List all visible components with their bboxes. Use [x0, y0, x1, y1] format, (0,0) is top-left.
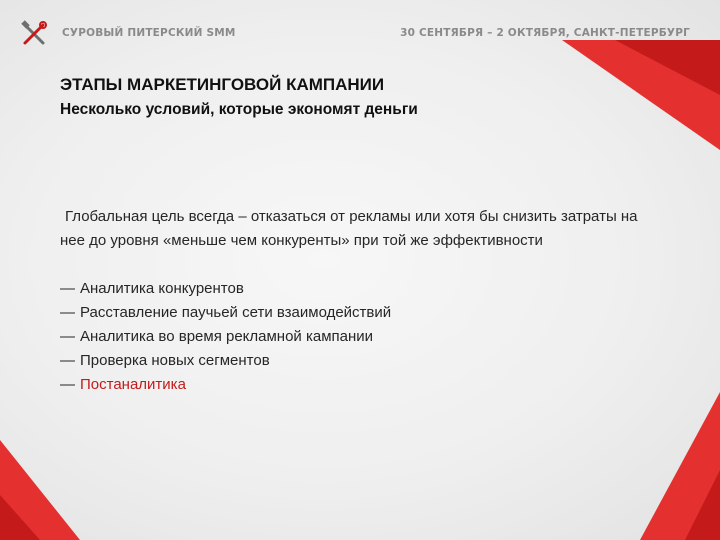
list-dash: —	[60, 376, 75, 393]
stages-list	[60, 277, 640, 397]
list-item	[60, 277, 640, 301]
list-item	[60, 301, 640, 325]
list-item	[60, 373, 640, 397]
list-dash: —	[60, 280, 75, 297]
list-dash: —	[60, 304, 75, 321]
list-dash: —	[60, 328, 75, 345]
brand-name: СУРОВЫЙ ПИТЕРСКИЙ SMM	[62, 27, 236, 39]
list-item-text: Расставление паучьей сети взаимодействий	[80, 304, 392, 321]
list-item	[60, 349, 640, 373]
list-dash: —	[60, 352, 75, 369]
slide-body	[60, 205, 640, 397]
page-subtitle: Несколько условий, которые экономят деньги	[60, 101, 418, 118]
list-item	[60, 325, 640, 349]
crossed-tools-icon	[20, 20, 48, 48]
list-item-text: Проверка новых сегментов	[80, 352, 270, 369]
list-item-text-highlight: Постаналитика	[80, 376, 186, 393]
goal-paragraph: Глобальная цель всегда – отказаться от рекламы или хотя бы снизить затраты на нее до уровня «меньше чем конкуренты» при той же эффективности	[60, 208, 638, 249]
list-item-text: Аналитика конкурентов	[80, 280, 244, 297]
event-date-location: 30 СЕНТЯБРЯ – 2 ОКТЯБРЯ, САНКТ-ПЕТЕРБУРГ	[400, 27, 690, 39]
list-item-text: Аналитика во время рекламной кампании	[80, 328, 374, 345]
page-title: ЭТАПЫ МАРКЕТИНГОВОЙ КАМПАНИИ	[60, 75, 385, 94]
